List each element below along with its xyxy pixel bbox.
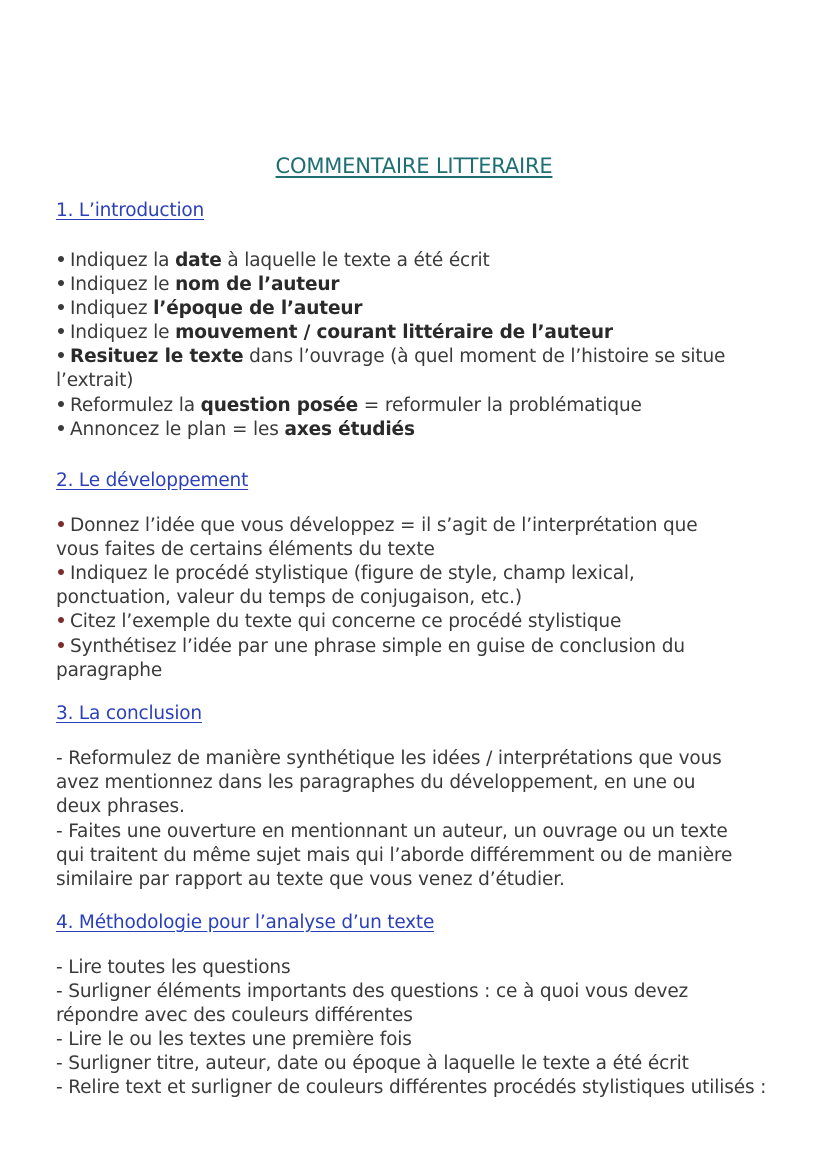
list-item-continuation: ponctuation, valeur du temps de conjugaison, etc.) — [56, 587, 522, 608]
paragraph-line: - Lire le ou les textes une première fois — [56, 1029, 412, 1050]
bullet-icon — [58, 401, 64, 407]
bullet-icon — [58, 617, 64, 623]
bullet-icon — [58, 569, 64, 575]
section-heading-developpement: 2. Le développement — [56, 470, 249, 491]
bullet-icon — [58, 521, 64, 527]
list-item-continuation: paragraphe — [56, 660, 163, 681]
list-item: Indiquez l’époque de l’auteur — [56, 297, 362, 321]
list-item: Synthétisez l’idée par une phrase simple en guise de conclusion du — [56, 635, 685, 659]
list-item: Annoncez le plan = les axes étudiés — [56, 418, 415, 442]
paragraph-line: deux phrases. — [56, 796, 185, 817]
list-item: Indiquez la date à laquelle le texte a été écrit — [56, 249, 490, 273]
bullet-icon — [58, 425, 64, 431]
list-item: Indiquez le nom de l’auteur — [56, 273, 339, 297]
list-item: Citez l’exemple du texte qui concerne ce procédé stylistique — [56, 610, 621, 634]
paragraph-line: - Reformulez de manière synthétique les idées / interprétations que vous — [56, 748, 722, 769]
list-item: Donnez l’idée que vous développez = il s’agit de l’interprétation que — [56, 514, 697, 538]
paragraph-line: avez mentionnez dans les paragraphes du développement, en une ou — [56, 772, 696, 793]
list-item: Indiquez le mouvement / courant littéraire de l’auteur — [56, 321, 613, 345]
section-heading-introduction: 1. L’introduction — [56, 200, 205, 221]
bullet-icon — [58, 642, 64, 648]
paragraph-line: - Relire text et surligner de couleurs différentes procédés stylistiques utilisés : — [56, 1077, 767, 1098]
paragraph-line: - Surligner titre, auteur, date ou époque à laquelle le texte a été écrit — [56, 1053, 689, 1074]
paragraph-line: - Surligner éléments importants des questions : ce à quoi vous devez — [56, 981, 689, 1002]
section-heading-methodologie: 4. Méthodologie pour l’analyse d’un texte — [56, 912, 435, 933]
paragraph-line: qui traitent du même sujet mais qui l’aborde différemment ou de manière — [56, 845, 733, 866]
list-item: Resituez le texte dans l’ouvrage (à quel moment de l’histoire se situe — [56, 345, 725, 369]
list-item: Reformulez la question posée = reformuler la problématique — [56, 394, 642, 418]
paragraph-line: similaire par rapport au texte que vous venez d’étudier. — [56, 869, 565, 890]
section-heading-conclusion: 3. La conclusion — [56, 703, 202, 724]
paragraph-line: répondre avec des couleurs différentes — [56, 1005, 413, 1026]
bullet-icon — [58, 352, 64, 358]
bullet-icon — [58, 328, 64, 334]
list-item-continuation: l’extrait) — [56, 370, 134, 391]
paragraph-line: - Faites une ouverture en mentionnant un auteur, un ouvrage ou un texte — [56, 821, 728, 842]
document-title: COMMENTAIRE LITTERAIRE — [275, 154, 553, 178]
bullet-icon — [58, 280, 64, 286]
paragraph-line: - Lire toutes les questions — [56, 957, 291, 978]
bullet-icon — [58, 256, 64, 262]
list-item: Indiquez le procédé stylistique (figure de style, champ lexical, — [56, 562, 635, 586]
bullet-icon — [58, 304, 64, 310]
list-item-continuation: vous faites de certains éléments du texte — [56, 539, 435, 560]
